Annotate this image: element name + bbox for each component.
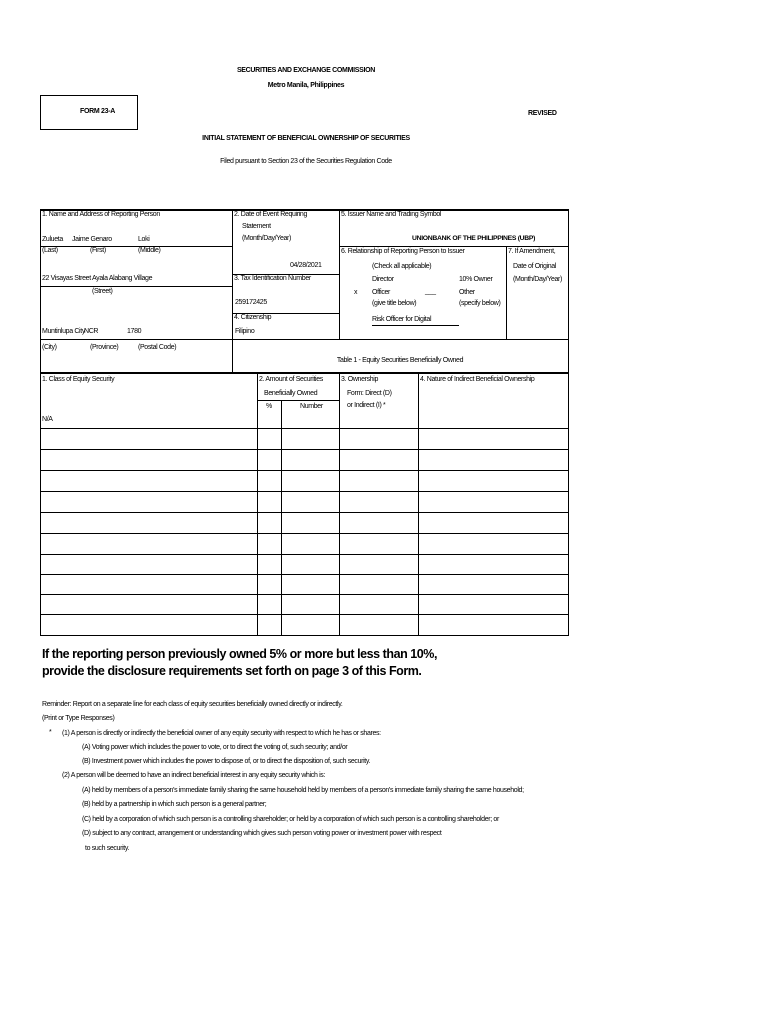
street-address: 22 Visayas Street Ayala Alabang Village <box>42 275 153 282</box>
other-caption: (specify below) <box>459 300 501 307</box>
agency-location: Metro Manila, Philippines <box>267 82 345 89</box>
note-item-2a: (A) held by members of a person's immediate family sharing the same household held by members of a person's immediate family sharing the same household; <box>82 787 524 794</box>
table-row-line <box>40 574 569 575</box>
officer-title: Risk Officer for Digital <box>372 316 432 323</box>
revised-label: REVISED <box>528 110 557 117</box>
col2-header-1: 2. Amount of Securities <box>259 376 323 383</box>
form-subtitle: Filed pursuant to Section 23 of the Securities Regulation Code <box>220 158 392 165</box>
table-row-line <box>40 491 569 492</box>
postal-caption: (Postal Code) <box>138 344 177 351</box>
box5-bottom <box>339 246 568 247</box>
note-item-2b: (B) held by a partnership in which such person is a general partner; <box>82 801 267 808</box>
issuer-name: UNIONBANK OF THE PHILIPPINES (UBP) <box>412 235 536 242</box>
name-underline <box>40 246 232 247</box>
col3-header-2: Form: Direct (D) <box>347 390 392 397</box>
divider-col2 <box>339 209 340 340</box>
table-row-line <box>40 533 569 534</box>
note-item-1: (1) A person is directly or indirectly the beneficial owner of any equity security with respect to which he has or shares: <box>62 730 381 737</box>
table-row-line <box>40 449 569 450</box>
agency-name: SECURITIES AND EXCHANGE COMMISSION <box>236 67 376 74</box>
officer-caption: (give title below) <box>372 300 417 307</box>
col2-number-header: Number <box>300 403 323 410</box>
officer-title-underline <box>372 325 459 326</box>
col4-header: 4. Nature of Indirect Beneficial Ownership <box>420 376 535 383</box>
note-item-2e: to such security. <box>85 845 130 852</box>
table-col-line-2 <box>281 400 282 636</box>
col3-header-3: or Indirect (I) * <box>347 402 386 409</box>
amount-subheader-line <box>257 400 339 401</box>
officer-option: Officer <box>372 289 391 296</box>
middle-name: Loki <box>138 236 150 243</box>
note-item-2d: (D) subject to any contract, arrangement or understanding which gives such person voting power or investment power with respect <box>82 830 442 837</box>
divider-col1 <box>232 209 233 373</box>
city: Muntinlupa City <box>42 328 85 335</box>
table-row-line <box>40 470 569 471</box>
check-applicable: (Check all applicable) <box>372 263 432 270</box>
box7-label-1: 7. If Amendment, <box>508 248 556 255</box>
note-item-1b: (B) Investment power which includes the power to dispose of, or to direct the disposition of, such security. <box>82 758 371 765</box>
box1-label: 1. Name and Address of Reporting Person <box>42 211 160 218</box>
box5-label: 5. Issuer Name and Trading Symbol <box>341 211 442 218</box>
table-top-border <box>40 372 569 374</box>
ten-pct-option: 10% Owner <box>459 276 493 283</box>
city-underline <box>40 339 232 340</box>
postal-code: 1780 <box>127 328 142 335</box>
form-label: FORM 23-A <box>80 108 116 115</box>
footnote-star: * <box>49 729 52 736</box>
disclosure-line-2: provide the disclosure requirements set forth on page 3 of this Form. <box>42 664 422 678</box>
form-title: INITIAL STATEMENT OF BENEFICIAL OWNERSHIP OF SECURITIES <box>202 135 410 142</box>
note-item-1a: (A) Voting power which includes the power to vote, or to direct the voting of, such security; and/or <box>82 744 348 751</box>
note-item-2c: (C) held by a corporation of which such person is a controlling shareholder; or held by a corporation of which such person is a controlling shareholder; or <box>82 816 499 823</box>
table-row-line <box>40 428 569 429</box>
box3-label: 3. Tax Identification Number <box>234 275 311 282</box>
col2-pct-header: % <box>266 403 272 410</box>
col2-header-2: Beneficially Owned <box>264 390 318 397</box>
box6-label: 6. Relationship of Reporting Person to Issuer <box>341 248 465 255</box>
table-row-line <box>40 554 569 555</box>
disclosure-line-1: If the reporting person previously owned 5% or more but less than 10%, <box>42 647 437 661</box>
table-bottom-border <box>40 635 569 636</box>
street-underline <box>40 286 232 287</box>
col3-header-1: 3. Ownership <box>341 376 379 383</box>
table-row-line <box>40 614 569 615</box>
box7-label-3: (Month/Day/Year) <box>513 276 562 283</box>
print-or-type: (Print or Type Responses) <box>42 715 115 722</box>
box4-label: 4. Citizenship <box>234 314 272 321</box>
city-caption: (City) <box>42 344 57 351</box>
other-option: Other <box>459 289 475 296</box>
last-caption: (Last) <box>42 247 58 254</box>
box2-label-3: (Month/Day/Year) <box>242 235 291 242</box>
note-item-2: (2) A person will be deemed to have an indirect beneficial interest in any equity security which is: <box>62 772 326 779</box>
last-name: Zulueta <box>42 236 63 243</box>
table-col-line-1 <box>257 374 258 636</box>
director-option: Director <box>372 276 394 283</box>
citizenship-value: Filipino <box>235 328 255 335</box>
event-date: 04/28/2021 <box>290 262 322 269</box>
table-title: Table 1 - Equity Securities Beneficially Owned <box>336 357 464 364</box>
table-row-line <box>40 594 569 595</box>
first-caption: (First) <box>90 247 106 254</box>
other-checkmark: ___ <box>425 288 436 295</box>
left-border <box>40 209 41 636</box>
province: NCR <box>84 328 99 335</box>
box7-label-2: Date of Original <box>513 263 557 270</box>
first-row-value: N/A <box>42 416 53 423</box>
divider-col3 <box>506 246 507 340</box>
province-caption: (Province) <box>90 344 119 351</box>
officer-checkmark: x <box>354 289 358 296</box>
table-col-line-3 <box>339 374 340 636</box>
middle-caption: (Middle) <box>138 247 161 254</box>
street-caption: (Street) <box>92 288 113 295</box>
box2-label-1: 2. Date of Event Requiring <box>234 211 308 218</box>
first-name: Jaime Genaro <box>72 236 112 243</box>
table-col-line-4 <box>418 374 419 636</box>
section-mid-line <box>232 339 568 340</box>
reminder-line: Reminder: Report on a separate line for each class of equity securities beneficially owned directly or indirectly. <box>42 701 343 708</box>
box2-label-2: Statement <box>242 223 271 230</box>
table-row-line <box>40 512 569 513</box>
tin-value: 259172425 <box>235 299 267 306</box>
right-border <box>568 209 569 636</box>
col1-header: 1. Class of Equity Security <box>42 376 115 383</box>
